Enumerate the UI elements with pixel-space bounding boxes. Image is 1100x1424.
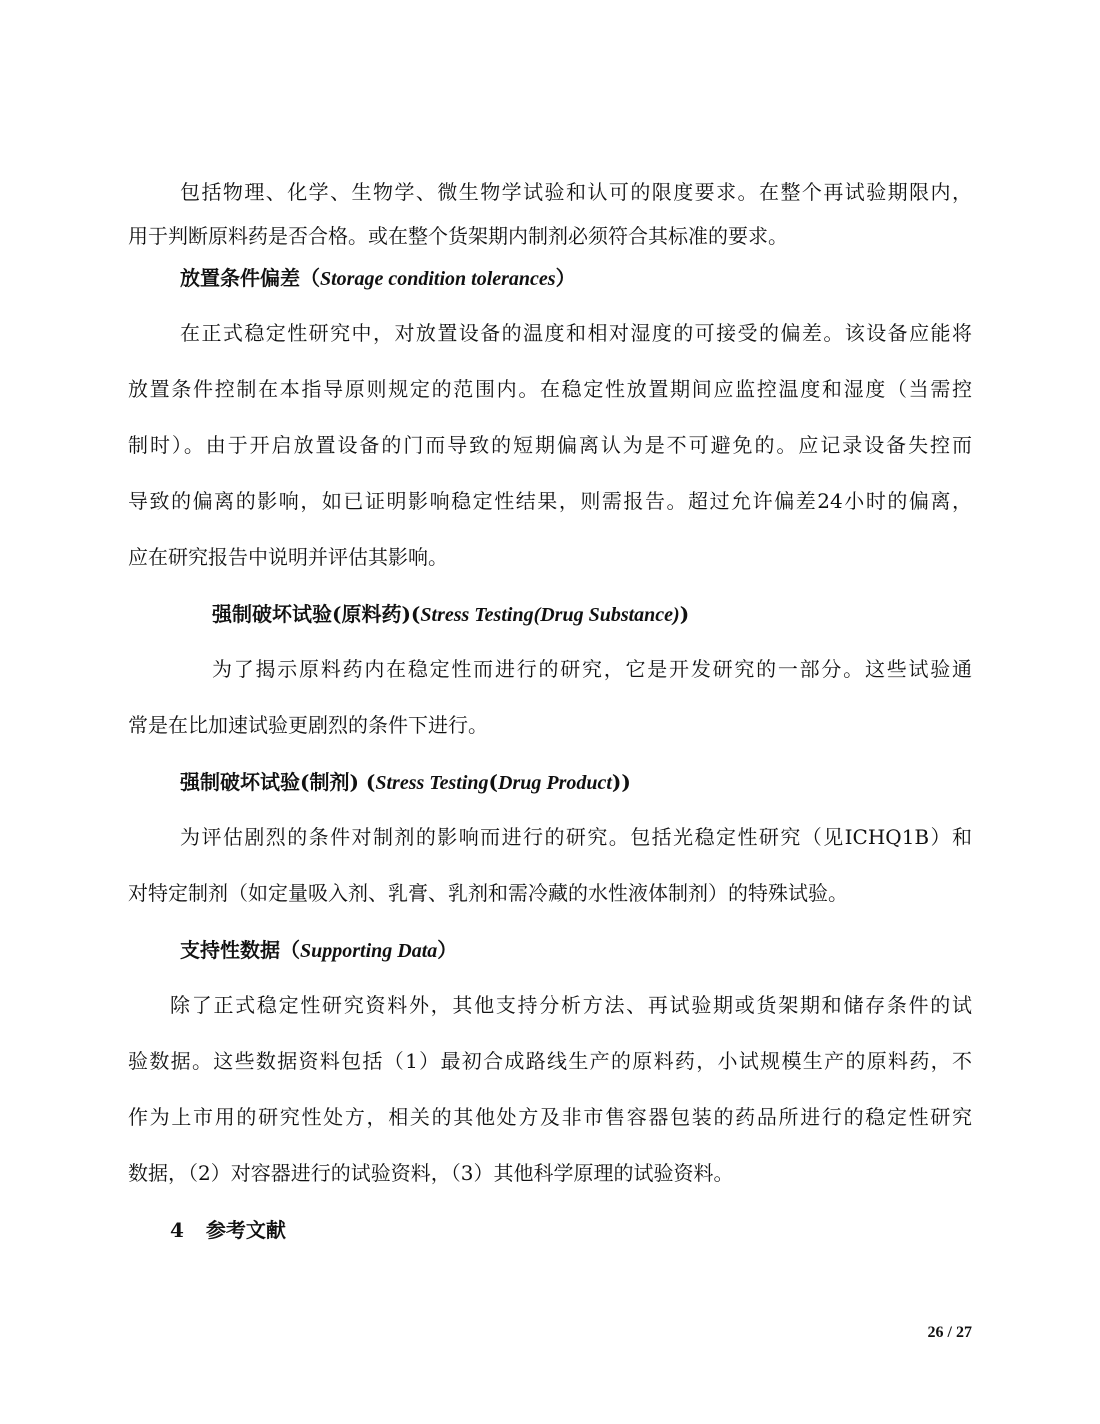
paragraph3-line1: 为了揭示原料药内在稳定性而进行的研究，它是开发研究的一部分。这些试验通 [212, 657, 972, 681]
paragraph5-line3: 作为上市用的研究性处方，相关的其他处方及非市售容器包装的药品所进行的稳定性研究 [128, 1105, 972, 1129]
heading-supporting-data: 支持性数据（Supporting Data） [180, 938, 458, 962]
paragraph2-line4: 导致的偏离的影响，如已证明影响稳定性结果，则需报告。超过允许偏差24小时的偏离， [128, 489, 972, 513]
heading-stress-testing-substance: 强制破坏试验(原料药)(Stress Testing(Drug Substance)) [212, 602, 690, 626]
paragraph4-line1: 为评估剧烈的条件对制剂的影响而进行的研究。包括光稳定性研究（见ICHQ1B）和 [180, 825, 972, 849]
paragraph2-line1: 在正式稳定性研究中，对放置设备的温度和相对湿度的可接受的偏差。该设备应能将 [180, 321, 972, 345]
paragraph1-line1: 包括物理、化学、生物学、微生物学试验和认可的限度要求。在整个再试验期限内， [180, 180, 972, 204]
section-title: 参考文献 [205, 1218, 286, 1242]
heading-storage-condition: 放置条件偏差（Storage condition tolerances） [180, 266, 576, 290]
page-number: 26 / 27 [927, 1324, 972, 1341]
paragraph5-line2: 验数据。这些数据资料包括（1）最初合成路线生产的原料药，小试规模生产的原料药，不 [128, 1049, 972, 1073]
paragraph1-line2: 用于判断原料药是否合格。或在整个货架期内制剂必须符合其标准的要求。 [128, 224, 788, 248]
paragraph4-line2: 对特定制剂（如定量吸入剂、乳膏、乳剂和需冷藏的水性液体制剂）的特殊试验。 [128, 881, 848, 905]
paragraph5-line4: 数据，（2）对容器进行的试验资料，（3）其他科学原理的试验资料。 [128, 1161, 734, 1185]
paragraph3-line2: 常是在比加速试验更剧烈的条件下进行。 [128, 713, 488, 737]
paragraph2-line2: 放置条件控制在本指导原则规定的范围内。在稳定性放置期间应监控温度和湿度（当需控 [128, 377, 972, 401]
section-4-heading [170, 1216, 1014, 1244]
section-number: 4 [170, 1218, 184, 1242]
paragraph2-line3: 制时）。由于开启放置设备的门而导致的短期偏离认为是不可避免的。应记录设备失控而 [128, 433, 972, 457]
paragraph5-line1: 除了正式稳定性研究资料外，其他支持分析方法、再试验期或货架期和储存条件的试 [170, 993, 972, 1017]
heading-stress-testing-product: 强制破坏试验(制剂) (Stress Testing(Drug Product)) [180, 770, 631, 794]
paragraph2-line5: 应在研究报告中说明并评估其影响。 [128, 545, 448, 569]
